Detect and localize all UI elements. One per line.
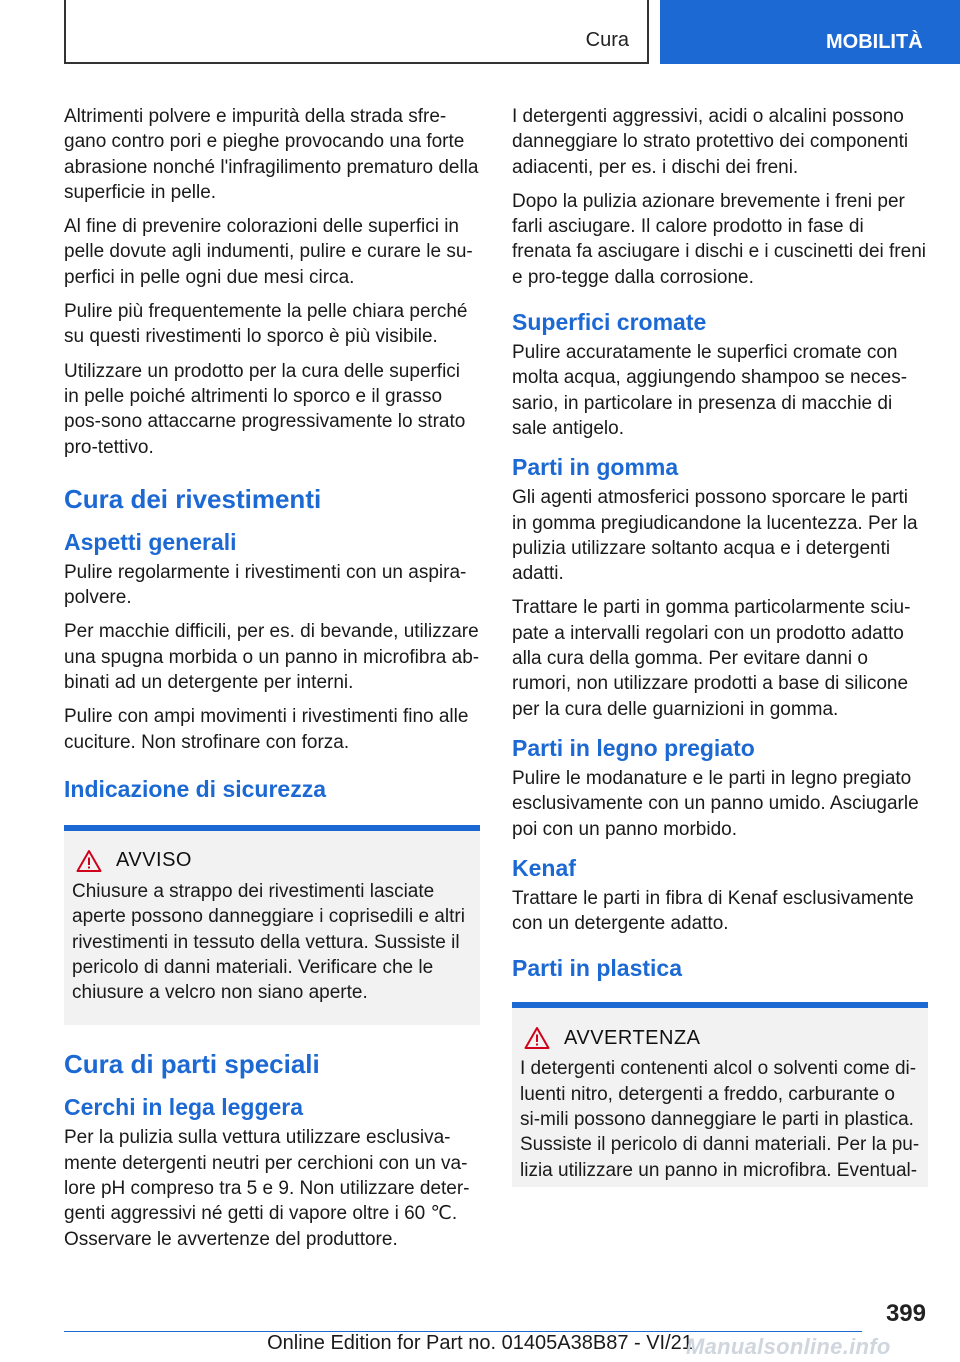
heading-precious-wood-parts: Parti in legno pregiato [512,734,755,761]
paragraph: Altrimenti polvere e impurità della strada sfre-gano contro pori e pieghe provocando una forte abrasione nonché l'infragilimento prematuro della superficie in pelle. [64,106,479,203]
paragraph: I detergenti aggressivi, acidi o alcalini possono danneggiare lo strato protettivo dei componenti adiacenti, per es. i dischi dei freni. [512,106,909,178]
heading-safety-notice: Indicazione di sicurezza [64,775,327,802]
heading-kenaf: Kenaf [512,854,576,881]
paragraph: Utilizzare un prodotto per la cura delle superfici in pelle poiché altrimenti lo sporco e il grasso pos-sono attaccarne progressivamente lo strato pro-tettivo. [64,360,466,458]
warning-label: AVVISO [116,849,192,872]
header-bar [64,0,649,64]
paragraph: Per la pulizia sulla vettura utilizzare esclusiva-mente detergenti neutri per cerchioni con un va-lore pH compreso tra 5 e 9. Non utilizzare deter-genti aggressivi né getti di vapore oltre i 60 ℃. Osservare le avvertenze del produttore. [64,1127,470,1250]
heading-rubber-parts: Parti in gomma [512,454,679,481]
paragraph: Pulire regolarmente i rivestimenti con un aspira-polvere. [64,561,467,609]
chapter-tab [660,0,960,64]
warning-triangle-icon [76,849,102,873]
heading-plastic-parts: Parti in plastica [512,955,683,982]
warning-text: Chiusure a strappo dei rivestimenti lasciate aperte possono danneggiare i coprisedili e altri rivestimenti in tessuto della vettura. Sussiste il pericolo di danni materiali. Verificare che le chiusure a velcro non siano aperte. [72,880,465,1004]
heading-alloy-wheels: Cerchi in lega leggera [64,1094,304,1121]
paragraph: Al fine di prevenire colorazioni delle superfici in pelle dovute agli indumenti, pulire e curare le su-perfici in pelle ogni due mesi circa. [64,216,473,288]
paragraph: Pulire con ampi movimenti i rivestimenti fino alle cuciture. Non strofinare con forza. [64,706,469,753]
edition-footer: Online Edition for Part no. 01405A38B87 - VI/21 [267,1332,693,1354]
warning-text: I detergenti contenenti alcol o solventi come di-luenti nitro, detergenti a freddo, carburante o si-mili possono danneggiare le parti in plastica. Sussiste il pericolo di danni materiali. Per la pu-lizia utilizzare un panno in microfibra. Eventual- [520,1058,920,1181]
heading-chrome-surfaces: Superfici cromate [512,309,707,336]
warning-triangle-icon [524,1026,550,1050]
page-number: 399 [885,1300,926,1327]
warning-title [72,849,472,873]
heading-general-aspects: Aspetti generali [64,528,237,555]
warning-box [64,825,480,1025]
paragraph: Pulire più frequentemente la pelle chiara perché su questi rivestimenti lo sporco è più visibile. [64,301,468,348]
heading-special-parts-care: Cura di parti speciali [64,1049,320,1080]
left-column [64,104,480,1261]
warning-box [512,1002,928,1186]
watermark: Manualsonline.info [686,1334,891,1359]
heading-upholstery-care: Cura dei rivestimenti [64,483,322,514]
paragraph: Trattare le parti in fibra di Kenaf esclusivamente con un detergente adatto. [512,887,914,935]
paragraph: Pulire accuratamente le superfici cromate con molta acqua, aggiungendo shampoo se neces-sario, in particolare in presenza di macchie di sale antigelo. [512,342,908,439]
warning-title [520,1026,920,1050]
paragraph: Pulire le modanature e le parti in legno pregiato esclusivamente con un panno umido. Asciugarle poi con un panno morbido. [512,767,919,840]
section-title: Cura [585,29,629,51]
paragraph: Trattare le parti in gomma particolarmente sciu-pate a intervalli regolari con un prodotto adatto alla cura della gomma. Per evitare danni o rumori, non utilizzare prodotti a base di silicone per la cura delle guarnizioni in gomma. [512,597,911,720]
paragraph: Per macchie difficili, per es. di bevande, utilizzare una spugna morbida o un panno in microfibra ab-binati ad un detergente per interni. [64,621,480,694]
right-column [512,104,928,1211]
paragraph: Gli agenti atmosferici possono sporcare le parti in gomma pregiudicandone la lucentezza. Per la pulizia utilizzare soltanto acqua e i detergenti adatti. [512,487,918,585]
warning-label: AVVERTENZA [564,1026,701,1049]
chapter-title: MOBILITÀ [826,31,923,53]
paragraph: Dopo la pulizia azionare brevemente i freni per farli asciugare. Il calore prodotto in fase di frenata fa asciugare i dischi e i cuscinetti dei freni e pro-tegge dalla corrosione. [512,190,926,288]
